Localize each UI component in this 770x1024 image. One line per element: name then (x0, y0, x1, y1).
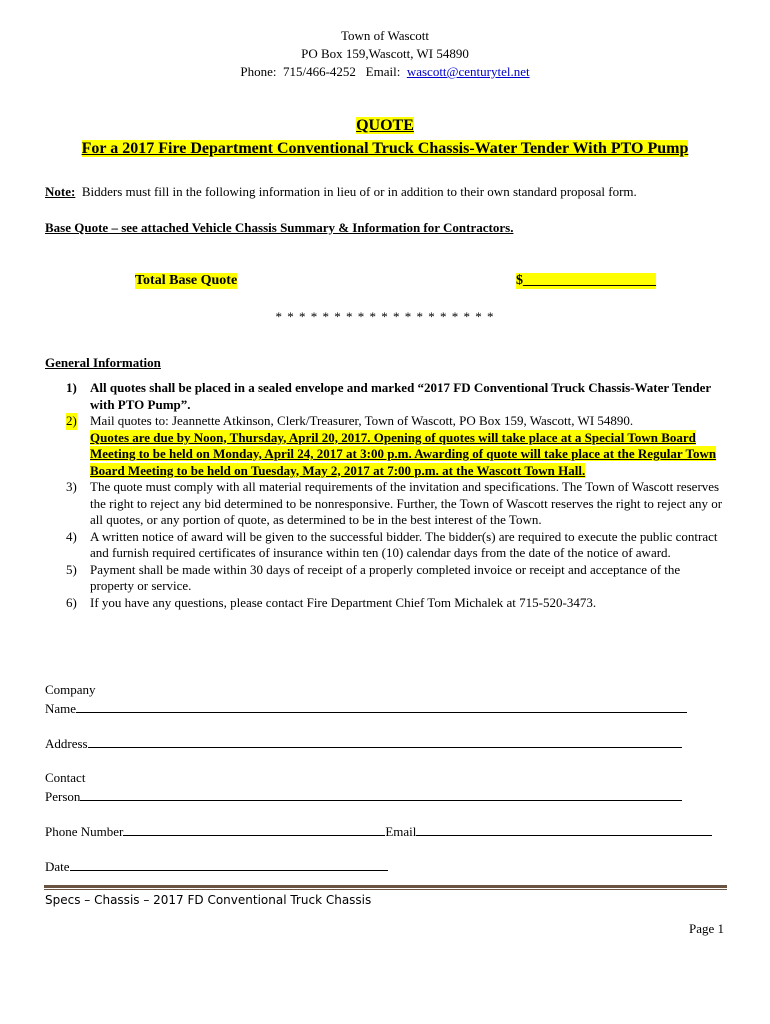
email-link[interactable]: wascott@centurytel.net (406, 64, 530, 79)
footer-text: Specs – Chassis – 2017 FD Conventional Truck Chassis (45, 893, 372, 907)
quote-subtitle: For a 2017 Fire Department Conventional Truck Chassis-Water Tender With PTO Pump (81, 140, 689, 157)
email-input[interactable] (416, 822, 712, 836)
total-base-quote-label: Total Base Quote (135, 273, 238, 288)
general-info-heading: General Information (45, 355, 161, 370)
stars-divider: * * * * * * * * * * * * * * * * * * * (275, 309, 495, 324)
town-contact (0, 63, 770, 81)
company-name-input[interactable] (76, 699, 687, 713)
phone-email-field[interactable]: Phone Number Email (45, 822, 712, 841)
date-field[interactable]: Date (45, 857, 388, 876)
note-text: Bidders must fill in the following information in lieu of or in addition to their own standard proposal form. (75, 184, 637, 199)
base-quote-line: Base Quote – see attached Vehicle Chassis Summary & Information for Contractors. (45, 220, 514, 235)
address-input[interactable] (88, 734, 682, 748)
footer-rule-thin (44, 889, 727, 890)
address-field[interactable]: Address (45, 734, 682, 753)
company-label: Company (45, 682, 96, 697)
deadline-highlight: Quotes are due by Noon, Thursday, April 20, 2017. Opening of quotes will take place at a Special Town Board Meeting to be held on Monday, April 24, 2017 at 3:00 p.m. Awarding of quote will take place at the Regular Town Board Meeting to be held on Tuesday, May 2, 2017 at 7:00 p.m. at the Wascott Town Hall. (90, 429, 717, 478)
list-item: 2) Mail quotes to: Jeannette Atkinson, Clerk/Treasurer, Town of Wascott, PO Box 159, Wascott, WI 54890. Quotes are due by Noon, Thursday, April 20, 2017. Opening of quotes will take place at a Special Town Board Meeting to be held on Monday, April 24, 2017 at 3:00 p.m. Awarding of quote will take place at the Regular Town Board Meeting to be held on Tuesday, May 2, 2017 at 7:00 p.m. at the Wascott Town Hall. (66, 413, 717, 478)
list-item: 4) A written notice of award will be given to the successful bidder. The bidder(s) are required to execute the public contract and furnish required certificates of insurance within ten (10) calendar days from the date of the notice of award. (66, 528, 718, 560)
footer-rule (44, 885, 727, 888)
general-info-list (46, 380, 726, 611)
phone-text: Phone: 715/466-4252 Email: (240, 64, 407, 79)
note (45, 184, 637, 200)
list-item: 5) Payment shall be made within 30 days of receipt of a properly completed invoice or receipt and acceptance of the property or service. (66, 561, 681, 593)
company-name-field[interactable]: Name (45, 699, 687, 718)
contact-label: Contact (45, 770, 86, 785)
phone-input[interactable] (123, 822, 385, 836)
contact-person-field[interactable]: Person (45, 787, 682, 806)
town-name: Town of Wascott (340, 28, 430, 43)
note-label: Note: (45, 184, 76, 199)
list-item: 1) All quotes shall be placed in a sealed envelope and marked “2017 FD Conventional Truck Chassis-Water Tender with PTO Pump”. (66, 380, 711, 412)
contact-person-input[interactable] (80, 787, 682, 801)
town-address: PO Box 159,Wascott, WI 54890 (301, 46, 469, 61)
total-base-quote-field[interactable]: $___________________ (516, 273, 656, 288)
page-number: Page 1 (688, 921, 724, 936)
date-input[interactable] (70, 857, 388, 871)
list-item: 3) The quote must comply with all material requirements of the invitation and specifications. The Town of Wascott reserves the right to reject any bid determined to be nonresponsive. Further, the Town of Wascott reserves the right to reject any or all quotes, or any portion of quote, as determined to be in the best interest of the Town. (66, 479, 723, 527)
list-item: 6) If you have any questions, please contact Fire Department Chief Tom Michalek at 715-520-3473. (66, 594, 597, 610)
quote-title: QUOTE (356, 117, 414, 134)
